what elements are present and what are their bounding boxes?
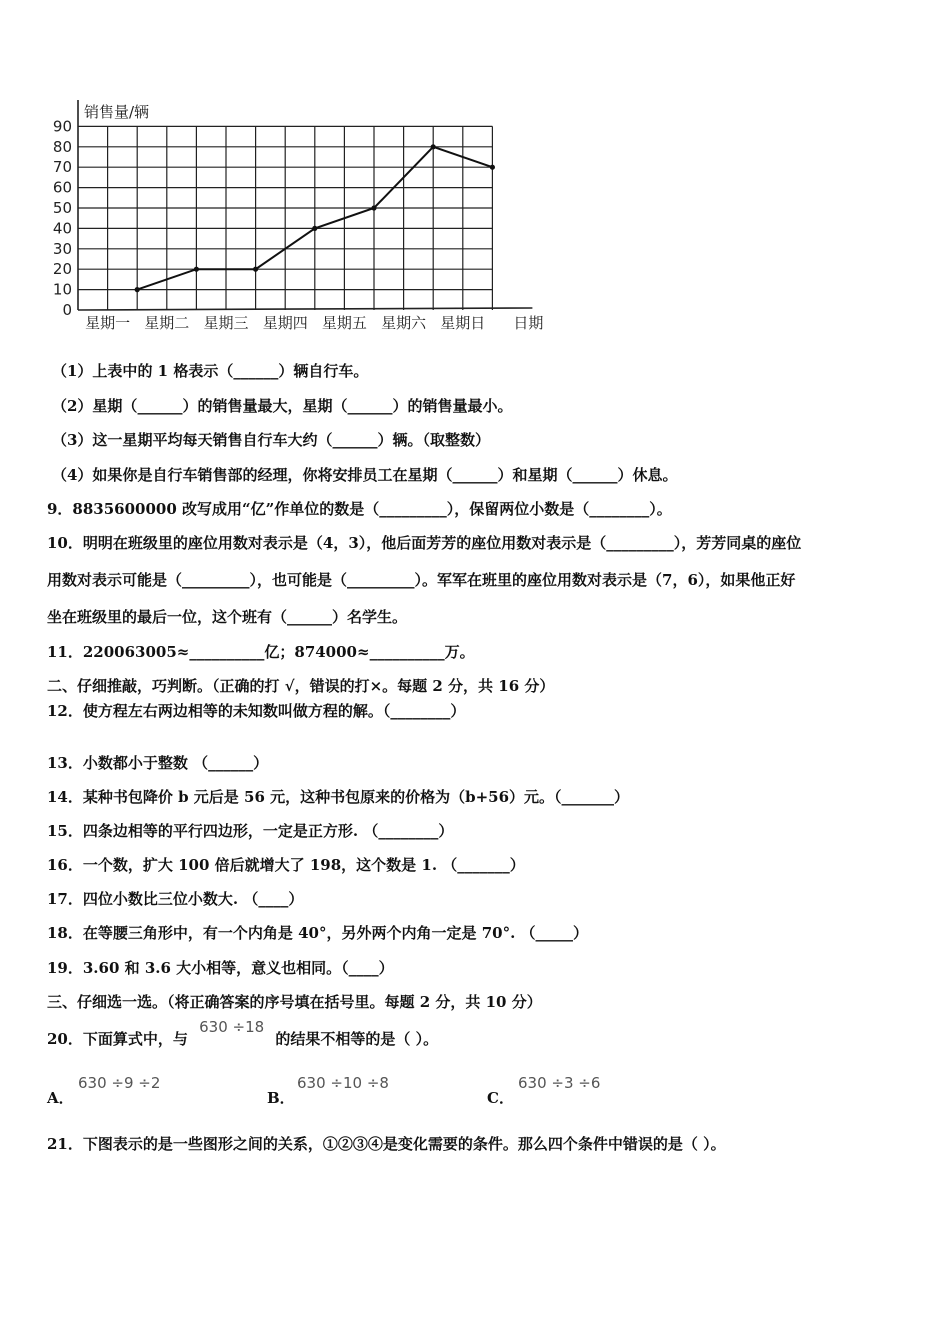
section-3-heading: 三、仔细选一选。（将正确答案的序号填在括号里。每题 2 分，共 10 分） — [47, 993, 542, 1011]
question-20-suffix: 的结果不相等的是（ ）。 — [275, 1030, 439, 1048]
y-tick-label: 20 — [52, 260, 72, 279]
question-8-3: （3）这一星期平均每天销售自行车大约（______）辆。（取整数） — [52, 431, 490, 449]
data-point — [194, 267, 199, 272]
question-17: 17．四位小数比三位小数大. （____） — [47, 890, 304, 908]
section-2-heading: 二、仔细推敲，巧判断。（正确的打 √，错误的打×。每题 2 分，共 16 分） — [47, 677, 555, 695]
y-tick-label: 80 — [52, 137, 72, 156]
question-13: 13．小数都小于整数 （______） — [47, 754, 269, 772]
question-20-formula: 630 ÷18 — [199, 1018, 265, 1036]
y-tick-label: 40 — [52, 219, 72, 238]
question-20 — [47, 1018, 439, 1049]
y-tick-label: 60 — [52, 178, 72, 197]
data-point — [312, 226, 317, 231]
option-a-formula: 630 ÷9 ÷2 — [78, 1074, 161, 1092]
option-c-label: C． — [487, 1089, 514, 1107]
data-point — [135, 287, 140, 292]
sales-line-chart — [40, 95, 580, 345]
x-axis — [78, 308, 532, 310]
x-category-label: 星期二 — [144, 314, 190, 332]
question-10-line-1: 10．明明在班级里的座位用数对表示是（4，3），他后面芳芳的座位用数对表示是（_________），芳芳同桌的座位 — [47, 534, 802, 552]
y-tick-label: 30 — [52, 239, 72, 258]
question-18: 18．在等腰三角形中，有一个内角是 40°，另外两个内角一定是 70°. （_____） — [47, 924, 589, 942]
option-a-label: A． — [47, 1089, 74, 1107]
question-8-1: （1）上表中的 1 格表示（______）辆自行车。 — [52, 362, 369, 380]
x-category-label: 星期四 — [262, 314, 308, 332]
x-category-label: 星期日 — [440, 314, 486, 332]
data-point — [371, 205, 376, 210]
question-9: 9．8835600000 改写成用“亿”作单位的数是（_________），保留两位小数是（________）。 — [47, 500, 672, 518]
question-10-line-2: 用数对表示可能是（_________），也可能是（_________）。军军在班里的座位用数对表示是（7，6），如果他正好 — [47, 571, 796, 589]
y-tick-label: 10 — [52, 280, 72, 299]
option-c-formula: 630 ÷3 ÷6 — [518, 1074, 601, 1092]
y-tick-label: 0 — [62, 301, 72, 319]
question-15: 15．四条边相等的平行四边形，一定是正方形. （________） — [47, 822, 454, 840]
question-11: 11．220063005≈__________亿；874000≈__________万。 — [47, 643, 475, 661]
question-8-2: （2）星期（______）的销售量最大，星期（______）的销售量最小。 — [52, 397, 513, 415]
y-tick-label: 70 — [52, 158, 72, 177]
x-category-label: 星期三 — [203, 314, 249, 332]
question-8-4: （4）如果你是自行车销售部的经理，你将安排员工在星期（______）和星期（______）休息。 — [52, 466, 678, 484]
y-tick-label: 90 — [52, 117, 72, 136]
x-category-label: 星期一 — [85, 314, 131, 332]
question-21: 21．下图表示的是一些图形之间的关系，①②③④是变化需要的条件。那么四个条件中错误的是（ ）。 — [47, 1135, 726, 1153]
x-axis-label: 日期 — [513, 314, 544, 332]
x-category-label: 星期五 — [321, 314, 367, 332]
x-category-label: 星期六 — [381, 314, 427, 332]
y-axis-label: 销售量/辆 — [84, 103, 150, 121]
question-20-prefix: 20．下面算式中，与 — [47, 1030, 188, 1048]
question-10-line-3: 坐在班级里的最后一位，这个班有（______）名学生。 — [47, 608, 408, 626]
question-16: 16．一个数，扩大 100 倍后就增大了 198，这个数是 1. （_______） — [47, 856, 525, 874]
question-19: 19．3.60 和 3.6 大小相等，意义也相同。（____） — [47, 959, 394, 977]
data-point — [431, 144, 436, 149]
question-14: 14．某种书包降价 b 元后是 56 元，这种书包原来的价格为（b+56）元。（_______） — [47, 788, 630, 806]
option-b-label: B． — [267, 1089, 295, 1107]
y-tick-label: 50 — [52, 199, 72, 217]
data-point — [253, 267, 258, 272]
option-b-formula: 630 ÷10 ÷8 — [297, 1074, 389, 1092]
question-12: 12．使方程左右两边相等的未知数叫做方程的解。（________） — [47, 702, 466, 720]
data-point — [490, 165, 495, 170]
